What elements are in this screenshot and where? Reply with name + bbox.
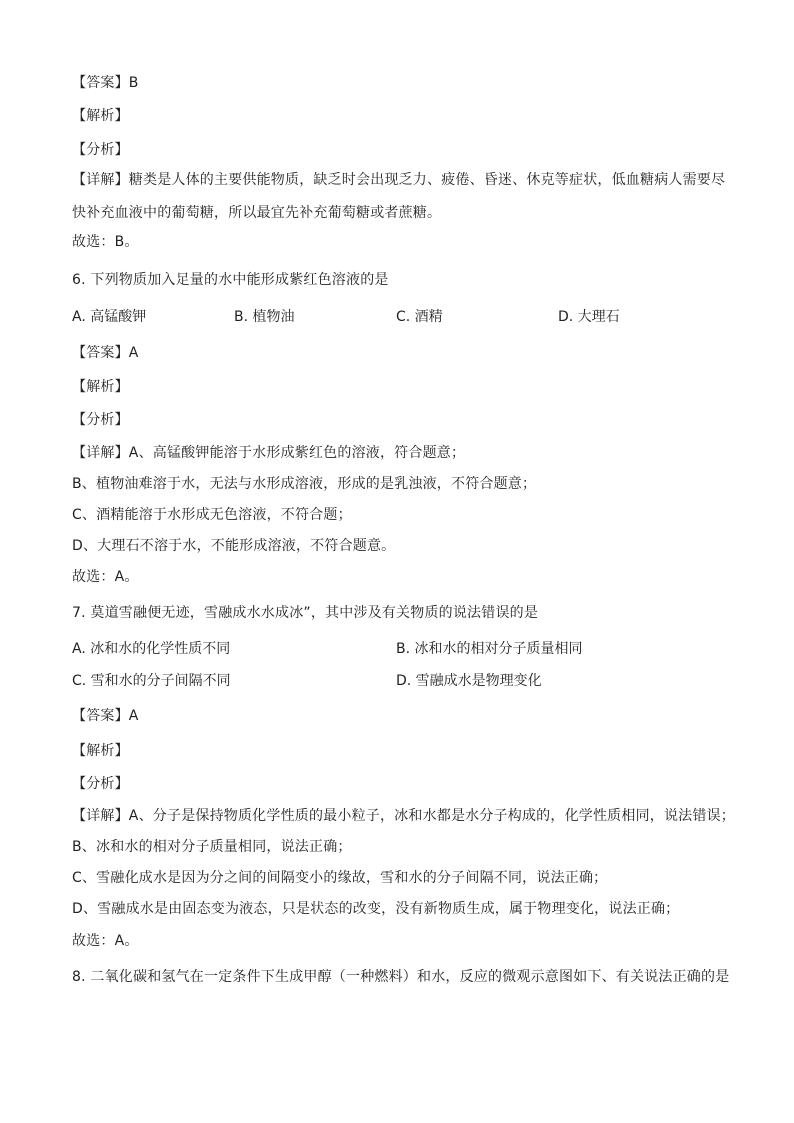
- q6-fenxi-heading: 【分析】: [72, 412, 129, 428]
- q5-choice: 故选：B。: [72, 234, 139, 250]
- q7-analysis-heading: 【解析】: [72, 743, 129, 759]
- q5-analysis-heading: 【解析】: [72, 108, 129, 124]
- q7-explain-d: D、雪融成水是由固态变为液态，只是状态的改变，没有新物质生成，属于物理变化，说法正确；: [72, 901, 680, 917]
- q7-option-c: C. 雪和水的分子间隔不同: [72, 673, 231, 689]
- q6-option-a: A. 高锰酸钾: [72, 309, 147, 325]
- q6-detail: 【详解】A、高锰酸钾能溶于水形成紫红色的溶液，符合题意；: [72, 445, 466, 461]
- q7-option-d: D. 雪融成水是物理变化: [396, 673, 542, 689]
- q7-options-row1: [72, 639, 734, 659]
- q5-answer: 【答案】B: [72, 75, 139, 91]
- q6-stem: 6. 下列物质加入足量的水中能形成紫红色溶液的是: [72, 272, 389, 288]
- q7-fenxi-heading: 【分析】: [72, 776, 129, 792]
- q6-explain-d: D、大理石不溶于水，不能形成溶液，不符合题意。: [72, 538, 396, 554]
- q7-option-a: A. 冰和水的化学性质不同: [72, 641, 231, 657]
- q6-explain-b: B、植物油难溶于水，无法与水形成溶液，形成的是乳浊液，不符合题意；: [72, 476, 537, 492]
- q7-stem: 7. 莫道雪融便无迹，雪融成水水成冰”，其中涉及有关物质的说法错误的是: [72, 605, 539, 621]
- q7-detail: 【详解】A、分子是保持物质化学性质的最小粒子，冰和水都是水分子构成的，化学性质相同，说法错误；: [72, 808, 735, 824]
- q7-options-row2: [72, 671, 734, 691]
- q6-analysis-heading: 【解析】: [72, 379, 129, 395]
- q6-options: [72, 307, 734, 327]
- q7-explain-b: B、冰和水的相对分子质量相同，说法正确；: [72, 839, 352, 855]
- q6-choice: 故选：A。: [72, 569, 139, 585]
- q5-detail: 【详解】糖类是人体的主要供能物质，缺乏时会出现乏力、疲倦、昏迷、休克等症状，低血糖病人需要尽快补充血液中的葡萄糖，所以最宜先补充葡萄糖或者蔗糖。: [72, 172, 726, 221]
- q6-answer: 【答案】A: [72, 345, 139, 361]
- q6-option-c: C. 酒精: [396, 309, 443, 325]
- q6-explain-c: C、酒精能溶于水形成无色溶液，不符合题；: [72, 507, 352, 523]
- q5-fenxi-heading: 【分析】: [72, 142, 129, 158]
- q7-explain-c: C、雪融化成水是因为分之间的间隔变小的缘故，雪和水的分子间隔不同，说法正确；: [72, 870, 608, 886]
- q7-choice: 故选：A。: [72, 933, 139, 949]
- q6-option-d: D. 大理石: [558, 309, 620, 325]
- q7-answer: 【答案】A: [72, 708, 139, 724]
- q6-option-b: B. 植物油: [234, 309, 295, 325]
- q8-stem: 8. 二氧化碳和氢气在一定条件下生成甲醇（一种燃料）和水，反应的微观示意图如下、有关说法正确的是: [72, 969, 730, 985]
- q7-option-b: B. 冰和水的相对分子质量相同: [396, 641, 583, 657]
